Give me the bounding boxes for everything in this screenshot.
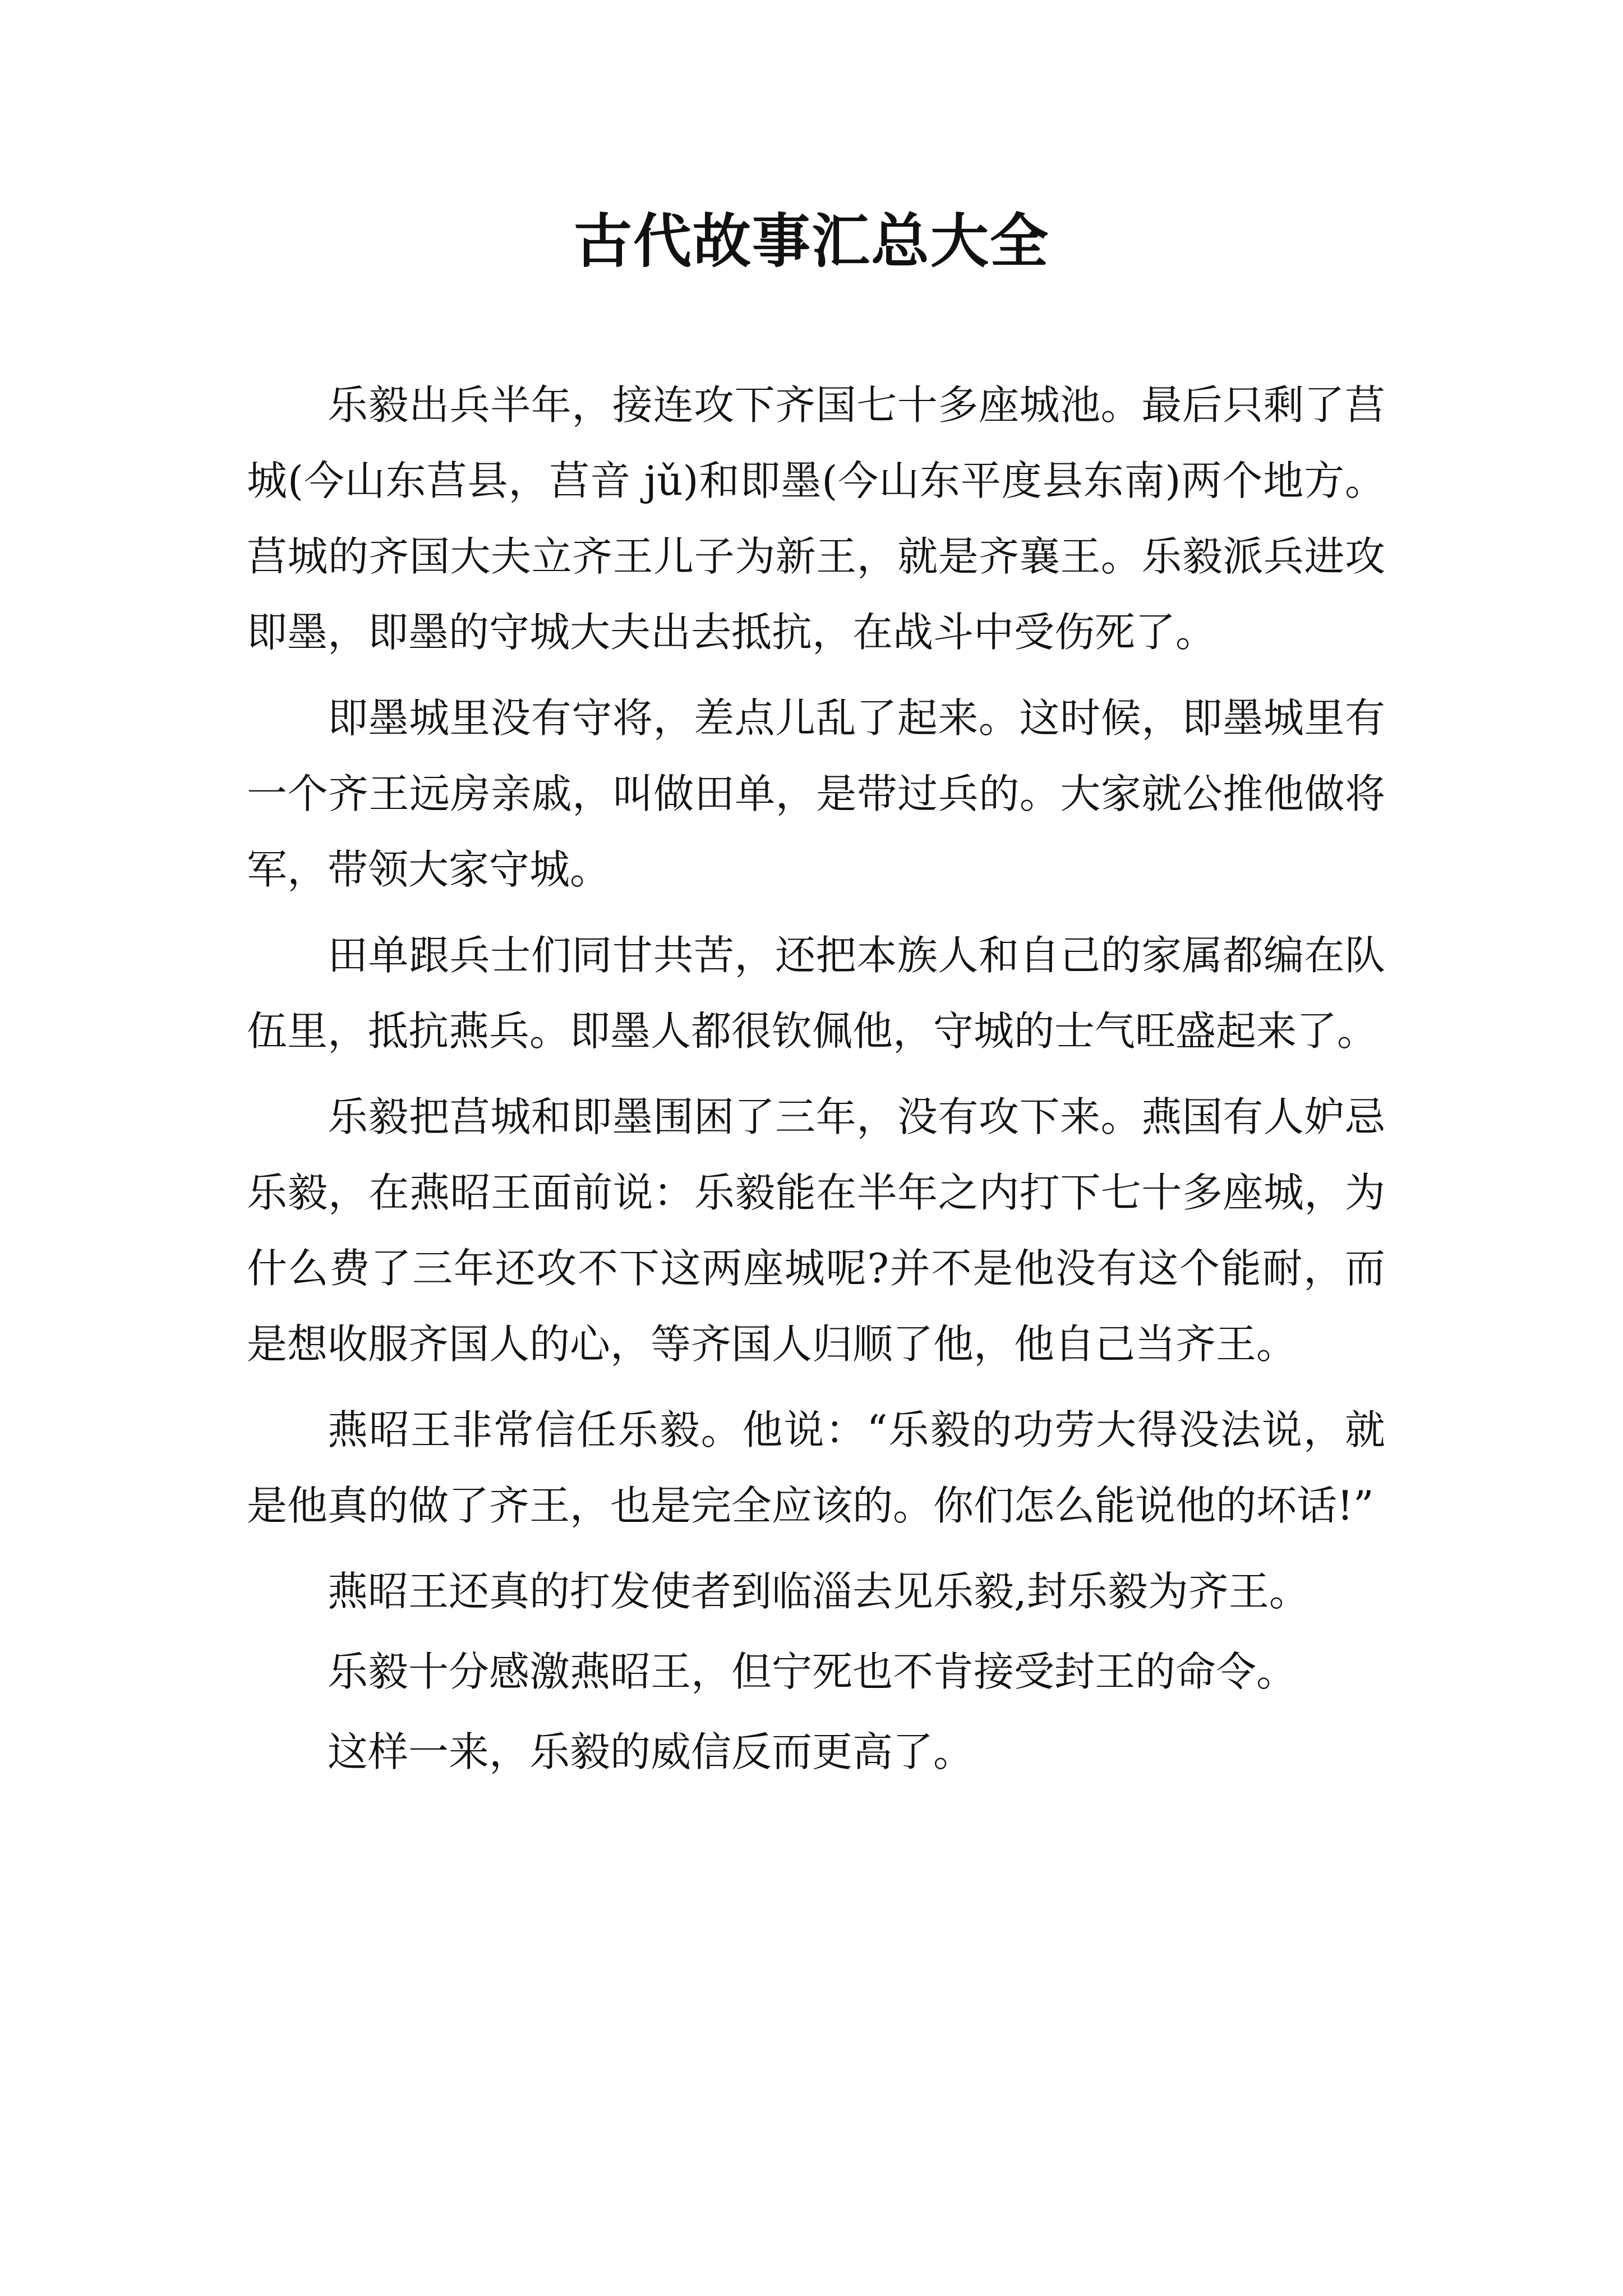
document-body bbox=[247, 367, 1385, 1795]
paragraph: 田单跟兵士们同甘共苦，还把本族人和自己的家属都编在队伍里，抵抗燕兵。即墨人都很钦佩他，守城的士气旺盛起来了。 bbox=[247, 932, 1385, 1055]
paragraph: 即墨城里没有守将，差点儿乱了起来。这时候，即墨城里有一个齐王远房亲戚，叫做田单，是带过兵的。大家就公推他做将军，带领大家守城。 bbox=[247, 694, 1385, 893]
closing-line: 乐毅十分感激燕昭王，但宁死也不肯接受封王的命令。 bbox=[328, 1648, 1297, 1695]
paragraph: 乐毅出兵半年，接连攻下齐国七十多座城池。最后只剩了莒城(今山东莒县，莒音 jǔ)和即墨(今山东平度县东南)两个地方。莒城的齐国大夫立齐王儿子为新王，就是齐襄王。乐毅派兵进攻即墨，即墨的守城大夫出去抵抗，在战斗中受伤死了。 bbox=[247, 381, 1385, 656]
document-title: 古代故事汇总大全 bbox=[573, 206, 1049, 275]
closing-line: 燕昭王还真的打发使者到临淄去见乐毅,封乐毅为齐王。 bbox=[328, 1568, 1310, 1615]
closing-line: 这样一来，乐毅的威信反而更高了。 bbox=[328, 1728, 974, 1775]
paragraph: 乐毅把莒城和即墨围困了三年，没有攻下来。燕国有人妒忌乐毅，在燕昭王面前说：乐毅能在半年之内打下七十多座城，为什么费了三年还攻不下这两座城呢?并不是他没有这个能耐，而是想收服齐国人的心，等齐国人归顺了他，他自己当齐王。 bbox=[247, 1093, 1385, 1368]
paragraph: 燕昭王非常信任乐毅。他说：“乐毅的功劳大得没法说，就是他真的做了齐王，也是完全应该的。你们怎么能说他的坏话!” bbox=[247, 1406, 1385, 1529]
